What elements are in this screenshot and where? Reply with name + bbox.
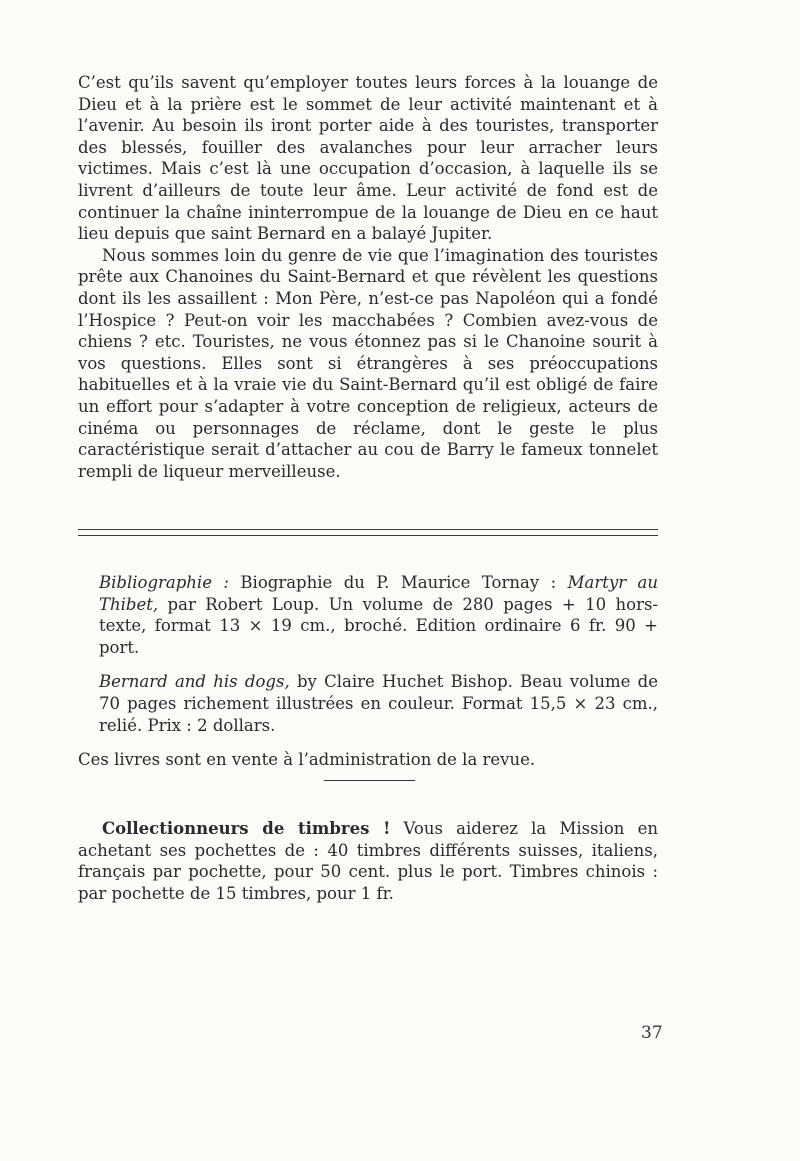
bibliography-label: Bibliographie : <box>99 573 229 592</box>
bibliography-entry-2-text: by Claire Huchet Bishop. Beau volume de 70 pages richement illustrées en couleur. Format 15,5 × 23 cm., relié. Prix : 2 dollars. <box>99 672 658 735</box>
bibliography-entry-2-title: Bernard and his dogs, <box>99 672 290 692</box>
article-body <box>78 72 658 482</box>
stamps-notice <box>78 818 658 904</box>
section-divider-double <box>78 529 658 536</box>
section-divider-short <box>324 780 415 781</box>
page-number: 37 <box>641 1023 663 1043</box>
bibliography-entry-1 <box>78 572 658 658</box>
bibliography-entry-1-title: Martyr au Thibet, <box>99 573 658 614</box>
bibliography-section <box>78 572 658 771</box>
article-paragraph-2: Nous sommes loin du genre de vie que l’imagination des touristes prête aux Chanoines du Saint-Bernard et que révèlent les questions dont ils les assaillent : Mon Père, n’est-ce pas Napoléon qui a fondé l’Hospice ? Peut-on voir les macchabées ? Combien avez-vous de chiens ? etc. Touristes, ne vous étonnez pas si le Chanoine sourit à vos questions. Elles sont si étrangères à ses préoccupations habituelles et à la vraie vie du Saint-Bernard qu’il est obligé de faire un effort pour s’adapter à votre conception de religieux, acteurs de cinéma ou personnages de réclame, dont le geste le plus caractéristique serait d’attacher au cou de Barry le fameux tonnelet rempli de liqueur merveilleuse. <box>78 245 658 481</box>
bibliography-entry-1-text-b: par Robert Loup. Un volume de 280 pages + 10 hors-texte, format 13 × 19 cm., broché. Edition ordinaire 6 fr. 90 + port. <box>99 594 658 657</box>
article-paragraph-1: C’est qu’ils savent qu’employer toutes leurs forces à la louange de Dieu et à la prière est le sommet de leur activité maintenant et à l’avenir. Au besoin ils iront porter aide à des touristes, transporter des blessés, fouiller des avalanches pour leur arracher leurs victimes. Mais c’est là une occupation d’occasion, à laquelle ils se livrent d’ailleurs de toute leur âme. Leur activité de fond est de continuer la chaîne ininterrompue de la louange de Dieu en ce haut lieu depuis que saint Bernard en a balayé Jupiter. <box>78 73 658 244</box>
stamps-text: Vous aiderez la Mission en achetant ses pochettes de : 40 timbres différents suisses, italiens, français par pochette, pour 50 cent. plus le port. Timbres chinois : par pochette de 15 timbres, pour 1 fr. <box>78 819 658 903</box>
bibliography-entry-1-text-a: Biographie du P. Maurice Tornay : <box>228 573 568 592</box>
bibliography-entry-2 <box>78 671 658 736</box>
stamps-lead: Collectionneurs de timbres ! <box>102 819 391 838</box>
bibliography-note: Ces livres sont en vente à l’administration de la revue. <box>78 750 536 770</box>
